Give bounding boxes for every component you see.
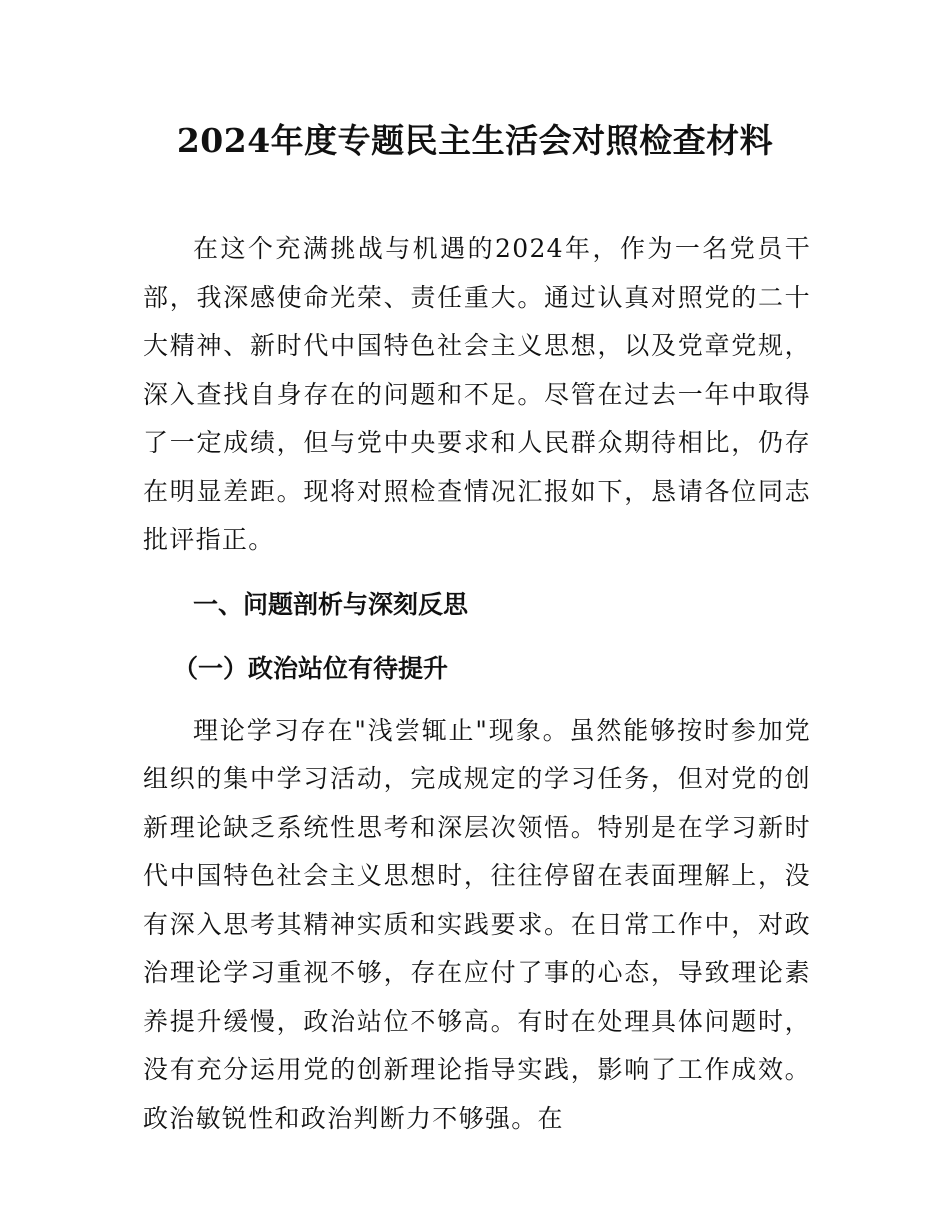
subsection-heading: （一）政治站位有待提升 [173,653,449,683]
document-title: 2024年度专题民主生活会对照检查材料 [176,121,774,160]
section-heading: 一、问题剖析与深刻反思 [193,589,469,619]
intro-paragraph: 在这个充满挑战与机遇的2024年，作为一名党员干部，我深感使命光荣、责任重大。通过认真对照党的二十大精神、新时代中国特色社会主义思想，以及党章党规，深入查找自身存在的问题和不足。尽管在过去一年中取得了一定成绩，但与党中央要求和人民群众期待相比，仍存在明显差距。现将对照检查情况汇报如下，恳请各位同志批评指正。 [143,234,811,554]
subsection-paragraph: 理论学习存在"浅尝辄止"现象。虽然能够按时参加党组织的集中学习活动，完成规定的学习任务，但对党的创新理论缺乏系统性思考和深层次领悟。特别是在学习新时代中国特色社会主义思想时，往往停留在表面理解上，没有深入思考其精神实质和实践要求。在日常工作中，对政治理论学习重视不够，存在应付了事的心态，导致理论素养提升缓慢，政治站位不够高。有时在处理具体问题时，没有充分运用党的创新理论指导实践，影响了工作成效。政治敏锐性和政治判断力不够强。在 [143,715,811,1133]
document-body [143,225,811,1143]
